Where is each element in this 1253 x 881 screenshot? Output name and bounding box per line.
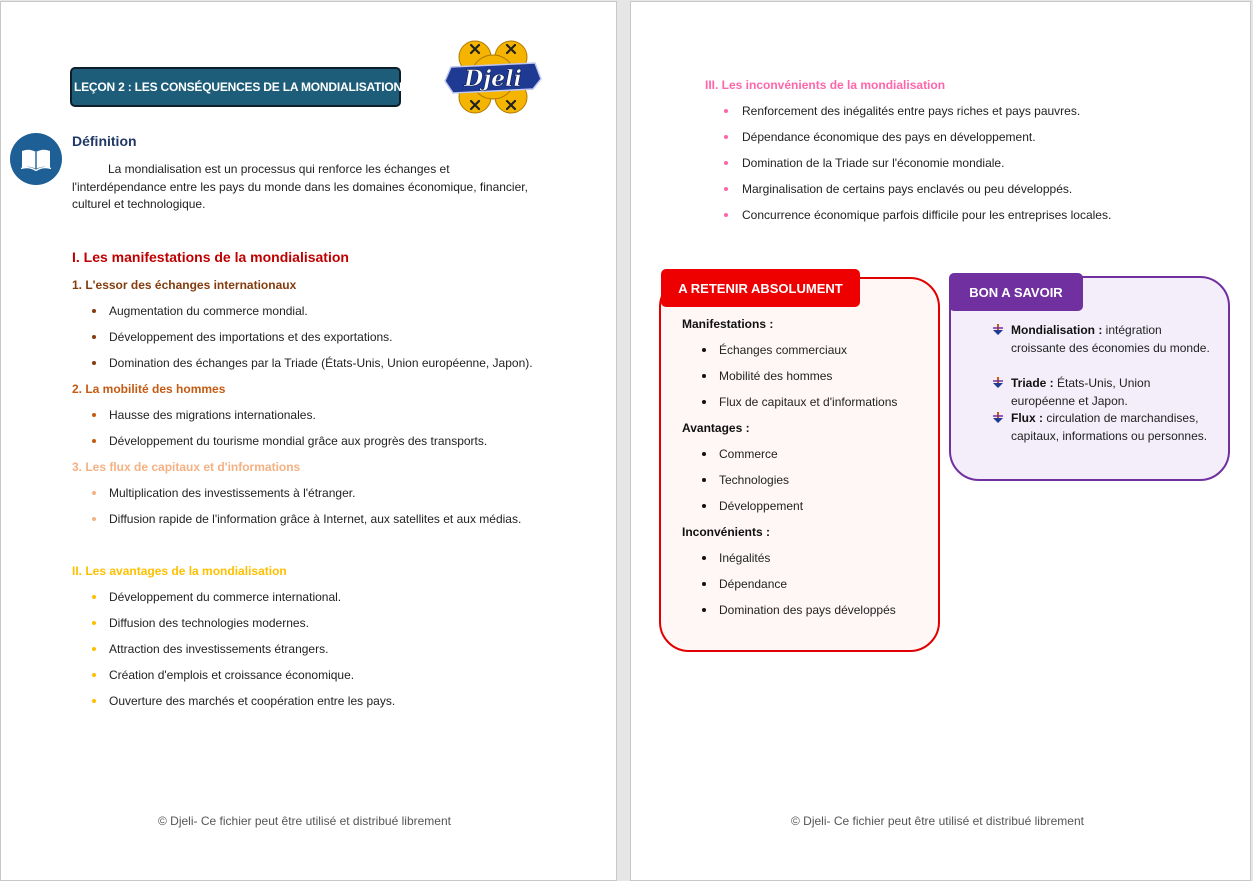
logo-text: Djeli — [464, 66, 522, 92]
list-item: Domination des échanges par la Triade (États-Unis, Union européenne, Japon). — [109, 356, 533, 370]
lesson-title-text: LEÇON 2 : LES CONSÉQUENCES DE LA MONDIALISATION — [74, 80, 402, 94]
list-item: Dépendance économique des pays en développement. — [742, 130, 1036, 144]
list-item: Flux de capitaux et d'informations — [719, 395, 898, 409]
bullet — [724, 135, 728, 139]
bon-a-savoir-item — [1011, 375, 1211, 410]
list-item: Développement du tourisme mondial grâce aux progrès des transports. — [109, 434, 488, 448]
bullet — [92, 699, 96, 703]
list-item: Diffusion des technologies modernes. — [109, 616, 309, 630]
bon-term: Mondialisation : — [1011, 323, 1103, 337]
subsection-1-title: 1. L'essor des échanges internationaux — [72, 278, 297, 292]
list-item: Ouverture des marchés et coopération entre les pays. — [109, 694, 396, 708]
list-item: Développement du commerce international. — [109, 590, 342, 604]
bon-definition: États-Unis, Union européenne et Japon. — [1011, 376, 1151, 408]
list-item: Développement — [719, 499, 804, 513]
bon-term: Flux : — [1011, 411, 1043, 425]
section-1-title: I. Les manifestations de la mondialisation — [72, 249, 349, 265]
page-footer: © Djeli- Ce fichier peut être utilisé et distribué librement — [158, 814, 451, 828]
definition-body: La mondialisation est un processus qui renforce les échanges et l'interdépendance entre les pays du monde dans les domaines économique, financier, culturel et technologique. — [72, 162, 528, 211]
bullet — [702, 348, 706, 352]
bullet — [92, 673, 96, 677]
list-item: Diffusion rapide de l'information grâce à Internet, aux satellites et aux médias. — [109, 512, 522, 526]
retenir-header — [661, 269, 860, 307]
retenir-avantages-label: Avantages : — [682, 421, 750, 435]
bullet — [92, 309, 96, 313]
bullet — [92, 621, 96, 625]
bullet — [702, 608, 706, 612]
arrow-bullet-icon — [992, 324, 1004, 336]
bullet — [724, 187, 728, 191]
bullet — [702, 400, 706, 404]
list-item: Attraction des investissements étrangers. — [109, 642, 329, 656]
bullet — [92, 647, 96, 651]
list-item: Technologies — [719, 473, 790, 487]
list-item: Mobilité des hommes — [719, 369, 833, 383]
bon-a-savoir-header — [949, 273, 1083, 311]
bon-term: Triade : — [1011, 376, 1054, 390]
bullet — [702, 556, 706, 560]
bullet — [92, 361, 96, 365]
bullet — [92, 491, 96, 495]
bon-a-savoir-title: BON A SAVOIR — [969, 284, 1063, 300]
list-item: Domination des pays développés — [719, 603, 896, 617]
bullet — [702, 452, 706, 456]
list-item: Commerce — [719, 447, 778, 461]
bullet — [724, 213, 728, 217]
bullet — [702, 374, 706, 378]
bon-a-savoir-item — [1011, 410, 1211, 445]
bullet — [724, 109, 728, 113]
bon-definition: circulation de marchandises, capitaux, informations ou personnes. — [1011, 411, 1208, 443]
book-icon — [10, 133, 62, 185]
list-item: Multiplication des investissements à l'étranger. — [109, 486, 356, 500]
page-1 — [0, 1, 617, 881]
list-item: Échanges commerciaux — [719, 343, 848, 357]
page-footer: © Djeli- Ce fichier peut être utilisé et distribué librement — [791, 814, 1084, 828]
djeli-logo — [443, 35, 543, 119]
retenir-manifestations-label: Manifestations : — [682, 317, 774, 331]
list-item: Domination de la Triade sur l'économie mondiale. — [742, 156, 1005, 170]
bullet — [724, 161, 728, 165]
subsection-2-title: 2. La mobilité des hommes — [72, 382, 226, 396]
bullet — [92, 439, 96, 443]
list-item: Dépendance — [719, 577, 788, 591]
definition-title: Définition — [72, 133, 137, 149]
bullet — [92, 517, 96, 521]
list-item: Augmentation du commerce mondial. — [109, 304, 308, 318]
list-item: Marginalisation de certains pays enclavés ou peu développés. — [742, 182, 1073, 196]
list-item: Concurrence économique parfois difficile pour les entreprises locales. — [742, 208, 1112, 222]
arrow-bullet-icon — [992, 412, 1004, 424]
definition-text — [72, 161, 542, 214]
list-item: Inégalités — [719, 551, 771, 565]
lesson-title — [70, 67, 401, 107]
list-item: Développement des importations et des exportations. — [109, 330, 393, 344]
page-2 — [630, 1, 1251, 881]
bullet — [702, 582, 706, 586]
retenir-inconvenients-label: Inconvénients : — [682, 525, 771, 539]
bon-a-savoir-item — [1011, 322, 1211, 357]
section-3-title: III. Les inconvénients de la mondialisation — [705, 78, 946, 92]
bon-definition: intégration croissante des économies du monde. — [1011, 323, 1210, 355]
bullet — [702, 504, 706, 508]
list-item: Création d'emplois et croissance économique. — [109, 668, 355, 682]
bullet — [92, 595, 96, 599]
subsection-3-title: 3. Les flux de capitaux et d'informations — [72, 460, 301, 474]
list-item: Hausse des migrations internationales. — [109, 408, 316, 422]
list-item: Renforcement des inégalités entre pays riches et pays pauvres. — [742, 104, 1081, 118]
bullet — [702, 478, 706, 482]
bullet — [92, 413, 96, 417]
retenir-box — [659, 277, 940, 652]
arrow-bullet-icon — [992, 377, 1004, 389]
retenir-title: A RETENIR ABSOLUMENT — [678, 280, 843, 296]
section-2-title: II. Les avantages de la mondialisation — [72, 564, 287, 578]
bullet — [92, 335, 96, 339]
